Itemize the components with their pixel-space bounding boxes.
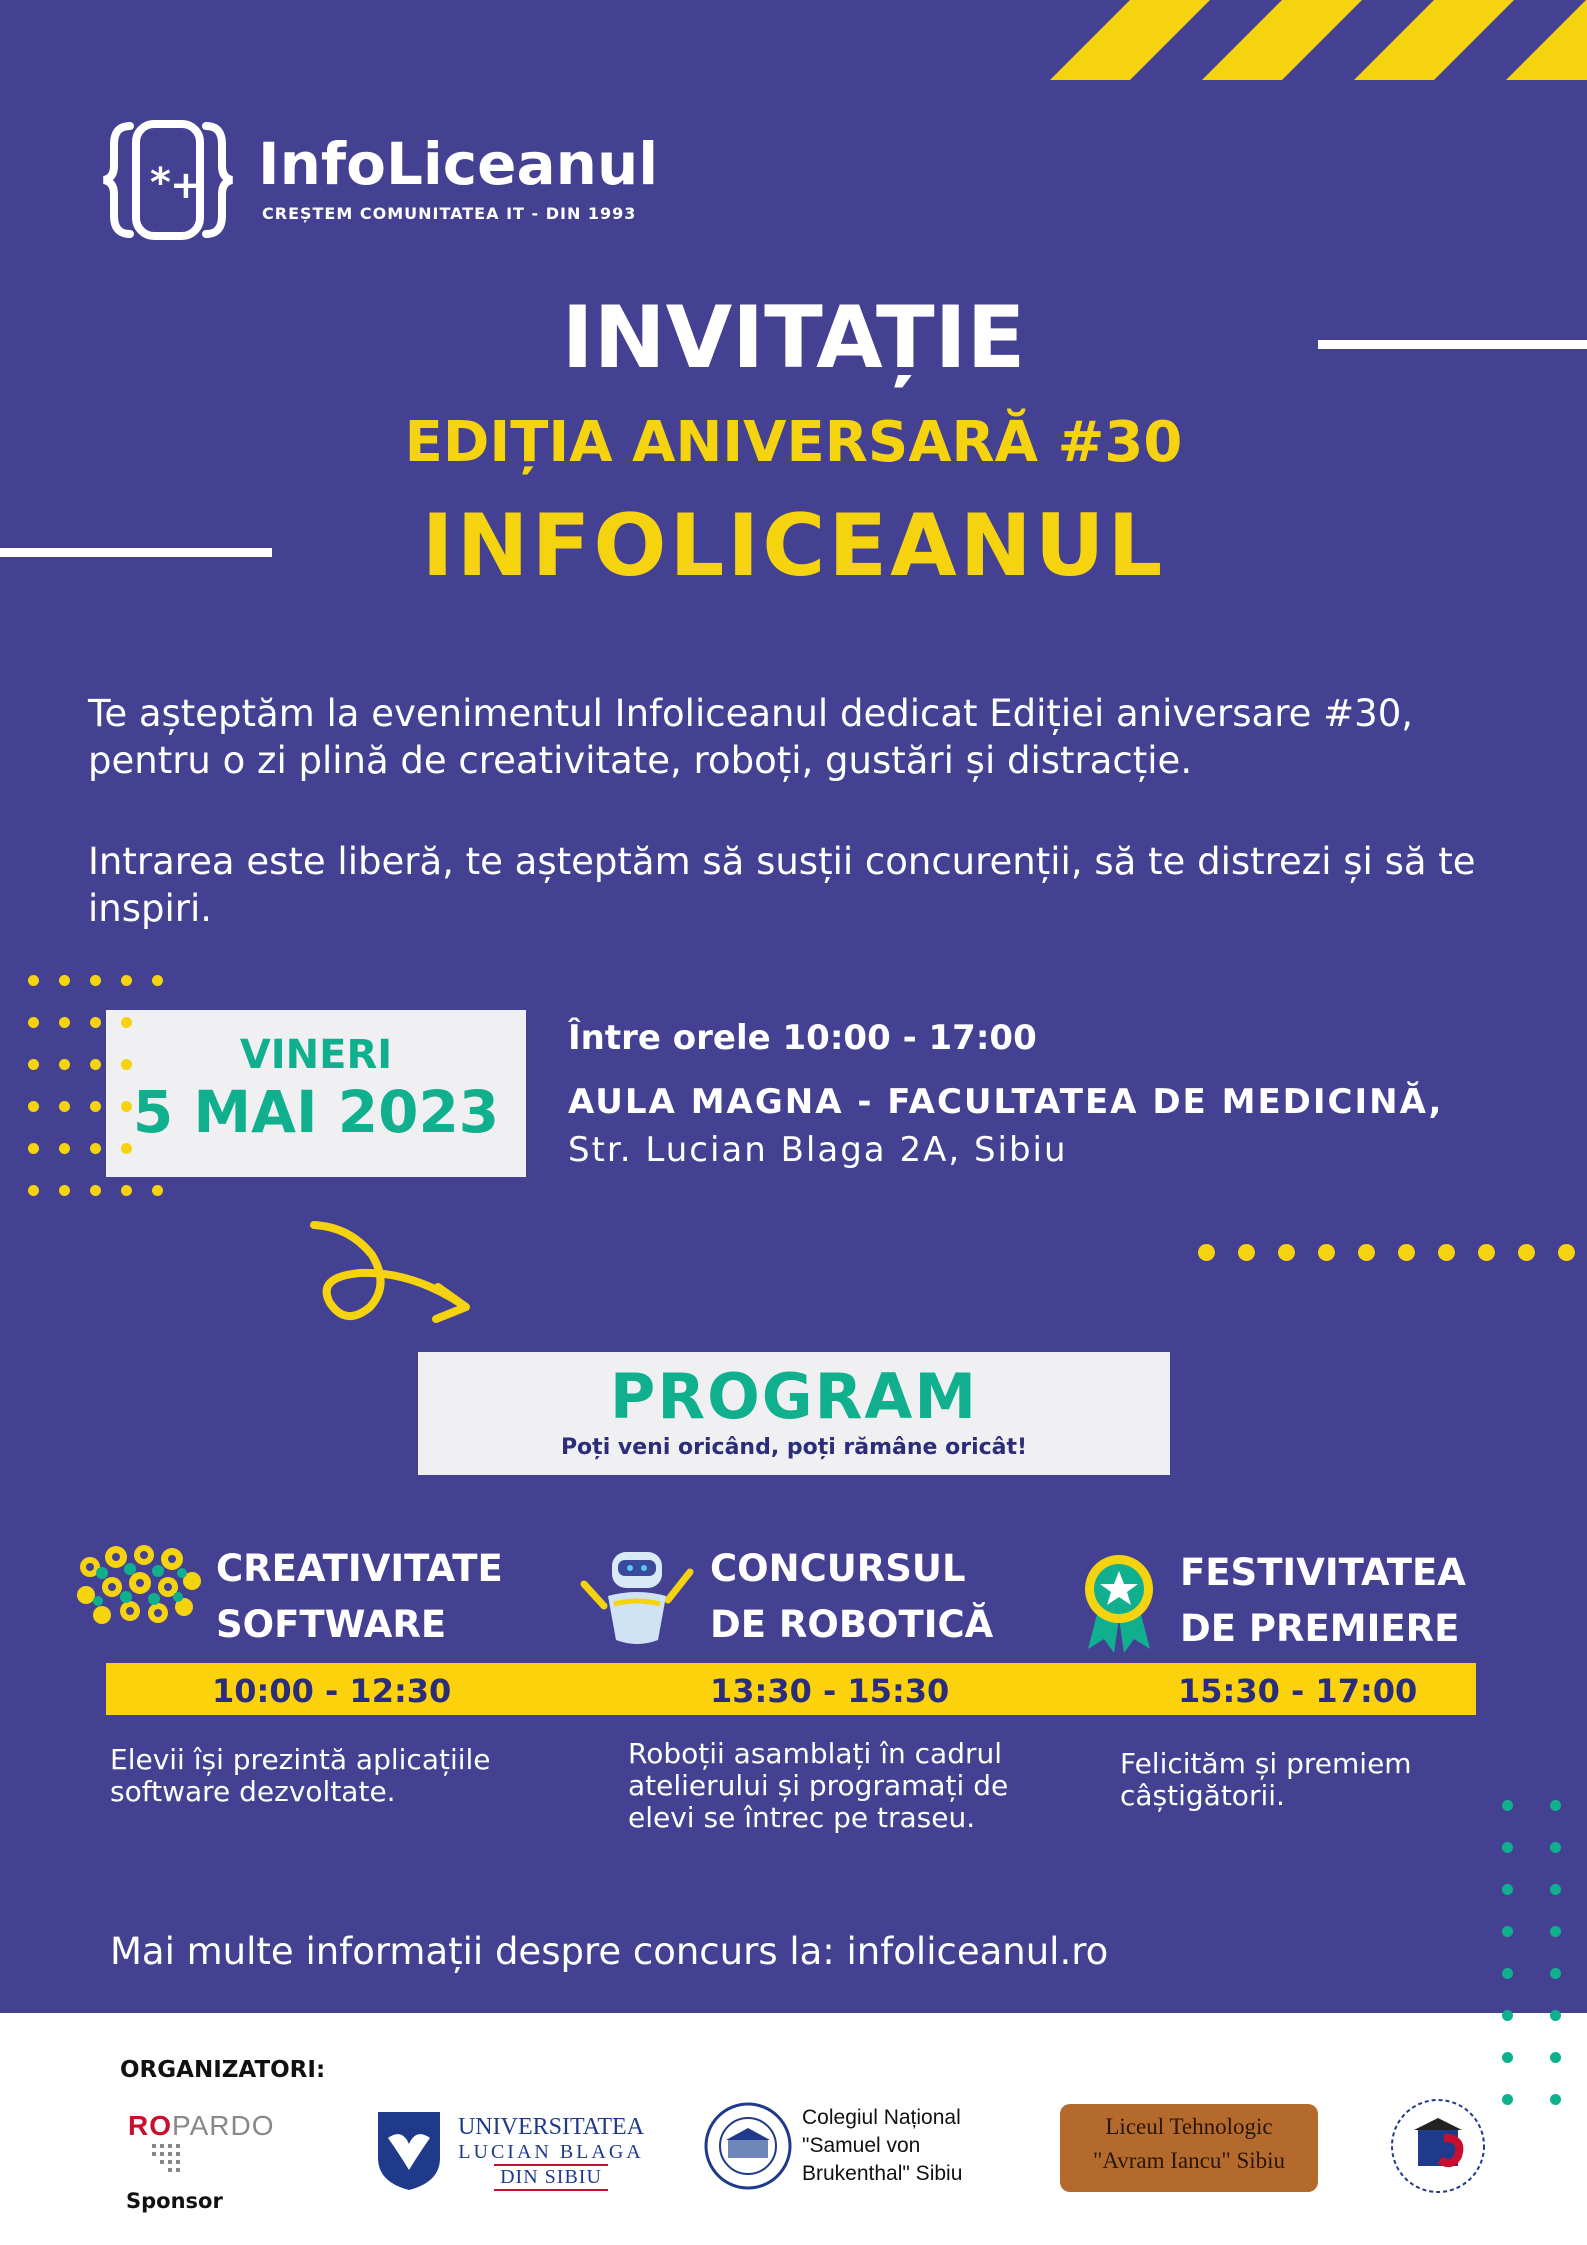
description-line: software dezvoltate. [110, 1775, 396, 1808]
curly-arrow-icon [310, 1215, 480, 1330]
ropardo-logo-pardo: PARDO [172, 2110, 275, 2141]
decorative-dot [1318, 1244, 1335, 1261]
description-line: Roboții asamblați în cadrul [628, 1737, 1003, 1770]
decorative-dot [90, 975, 101, 986]
decorative-dot [1518, 1244, 1535, 1261]
decorative-dot [59, 1101, 70, 1112]
section-title-creativitate [216, 1541, 503, 1653]
time-slot-3: 15:30 - 17:00 [1178, 1672, 1418, 1710]
ulbs-line: LUCIAN BLAGA [458, 2141, 644, 2163]
decorative-dot [121, 975, 132, 986]
event-name: INFOLICEANUL [421, 496, 1166, 596]
description-line: câștigătorii. [1120, 1779, 1285, 1812]
decorative-dot [1502, 2052, 1513, 2063]
intro-paragraph-2: Intrarea este liberă, te așteptăm să susții concurenții, să te distrezi și să te inspiri. [88, 840, 1476, 930]
decorative-dot [28, 1059, 39, 1070]
description-line: Felicităm și premiem [1120, 1747, 1412, 1780]
decorative-dot [28, 1185, 39, 1196]
program-title: PROGRAM [609, 1360, 979, 1433]
intro-paragraph-1: Te așteptăm la evenimentul Infoliceanul dedicat Ediției aniversare #30, pentru o zi plină de creativitate, roboți, gustări și distracție. [88, 692, 1413, 782]
decorative-dot [121, 1185, 132, 1196]
svg-text:+: + [170, 163, 202, 207]
decorative-dot [1550, 2052, 1561, 2063]
event-venue: AULA MAGNA - FACULTATEA DE MEDICINĂ, [568, 1082, 1444, 1122]
decorative-dot [90, 1017, 101, 1028]
decorative-dot [59, 1017, 70, 1028]
ropardo-logo [128, 2110, 275, 2142]
ropardo-logo-ro: RO [128, 2110, 172, 2141]
ulbs-line: UNIVERSITATEA [457, 2114, 645, 2140]
decorative-dot [1550, 1926, 1561, 1937]
decorative-dot [59, 975, 70, 986]
decorative-dot [1558, 1244, 1575, 1261]
decorative-dot [1550, 2094, 1561, 2105]
more-info-text: Mai multe informații despre concurs la: infoliceanul.ro [110, 1930, 1109, 1973]
time-slot-1: 10:00 - 12:30 [212, 1672, 452, 1710]
svg-text:*: * [150, 160, 171, 206]
decorative-dot [1502, 1842, 1513, 1853]
decorative-dot [90, 1059, 101, 1070]
brand-tagline: CREȘTEM COMUNITATEA IT - DIN 1993 [262, 204, 637, 223]
decorative-dot [1502, 1926, 1513, 1937]
organizers-label: ORGANIZATORI: [120, 2057, 326, 2083]
decorative-dot [152, 1185, 163, 1196]
ulbs-logo-text [452, 2114, 650, 2191]
brukenthal-logo-text [802, 2104, 962, 2188]
award-ribbon-icon [1082, 1553, 1156, 1653]
program-box [418, 1352, 1170, 1475]
decorative-dot [1438, 1244, 1455, 1261]
brukenthal-line: Colegiul Național [802, 2106, 961, 2129]
ulbs-crest-icon [374, 2108, 444, 2192]
description-line: atelierului și programați de [628, 1769, 1009, 1802]
ropardo-grid-icon [152, 2144, 188, 2174]
decorative-dot [28, 1101, 39, 1112]
decorative-dot [121, 1017, 132, 1028]
decorative-dot [1550, 1884, 1561, 1895]
brukenthal-line: "Samuel von [802, 2134, 921, 2157]
section-title-premiere [1180, 1545, 1466, 1657]
section-description-2 [628, 1738, 1008, 1834]
description-line: elevi se întrec pe traseu. [628, 1801, 976, 1834]
edition-subtitle: EDIȚIA ANIVERSARĂ #30 [404, 410, 1183, 475]
decorative-dot [28, 1143, 39, 1154]
decorative-dot [90, 1185, 101, 1196]
section-title-line: CONCURSUL [710, 1547, 966, 1590]
decorative-dot [1550, 1968, 1561, 1979]
decorative-dot [90, 1143, 101, 1154]
liceul-tehnologic-logo [1060, 2104, 1318, 2192]
decorative-dot [121, 1143, 132, 1154]
time-slot-2: 13:30 - 15:30 [710, 1672, 950, 1710]
brukenthal-line: Brukenthal" Sibiu [802, 2162, 963, 2185]
schedule-time-bar [106, 1663, 1476, 1715]
section-title-line: CREATIVITATE [216, 1547, 503, 1590]
sponsor-label: Sponsor [126, 2189, 223, 2213]
lt-line: Liceul Tehnologic [1105, 2114, 1273, 2139]
section-description-3 [1120, 1748, 1412, 1812]
decorative-dot [152, 975, 163, 986]
decorative-dot [90, 1101, 101, 1112]
decorative-dot [1502, 1884, 1513, 1895]
decorative-dot [1550, 1842, 1561, 1853]
lt-line: "Avram Iancu" Sibiu [1092, 2148, 1286, 2173]
section-title-line: FESTIVITATEA [1180, 1551, 1466, 1594]
section-title-line: SOFTWARE [216, 1603, 447, 1646]
event-date: 5 MAI 2023 [132, 1078, 500, 1146]
decorative-dot [1502, 2010, 1513, 2021]
decorative-dot [1278, 1244, 1295, 1261]
decorative-dot [59, 1185, 70, 1196]
brukenthal-seal-icon [704, 2102, 792, 2190]
decorative-dot [59, 1143, 70, 1154]
description-line: Elevii își prezintă aplicațiile [110, 1743, 491, 1776]
yellow-stripes-decoration [1040, 0, 1587, 80]
decorative-dot [1550, 1800, 1561, 1811]
decorative-dot [1502, 1800, 1513, 1811]
event-address: Str. Lucian Blaga 2A, Sibiu [568, 1130, 1068, 1170]
program-subtitle: Poți veni oricând, poți rămâne oricât! [560, 1435, 1028, 1460]
event-day: VINERI [239, 1032, 393, 1078]
isj-sibiu-seal-icon [1388, 2096, 1488, 2196]
invitation-title: INVITAȚIE [561, 288, 1026, 388]
event-hours: Între orele 10:00 - 17:00 [568, 1018, 1037, 1058]
section-title-robotica [710, 1541, 993, 1653]
robot-icon [578, 1548, 696, 1650]
decorative-dot [1358, 1244, 1375, 1261]
section-description-1 [110, 1744, 491, 1808]
decorative-dot [1398, 1244, 1415, 1261]
section-title-line: DE PREMIERE [1180, 1607, 1460, 1650]
decorative-dot [1478, 1244, 1495, 1261]
date-box [106, 1010, 526, 1177]
decorative-dot [1550, 2010, 1561, 2021]
decorative-dot [28, 975, 39, 986]
decorative-dot [1502, 2094, 1513, 2105]
infoliceanul-logo-icon [100, 118, 236, 242]
decorative-dot [59, 1059, 70, 1070]
decorative-dot [121, 1101, 132, 1112]
brand-name: InfoLiceanul [258, 130, 659, 198]
decorative-dot [1502, 1968, 1513, 1979]
gears-brain-icon [72, 1543, 206, 1631]
decorative-dot [121, 1059, 132, 1070]
ulbs-line: DIN SIBIU [494, 2164, 608, 2191]
decorative-dot [28, 1017, 39, 1028]
decorative-dot [1198, 1244, 1215, 1261]
decorative-dot [1238, 1244, 1255, 1261]
section-title-line: DE ROBOTICĂ [710, 1603, 994, 1646]
